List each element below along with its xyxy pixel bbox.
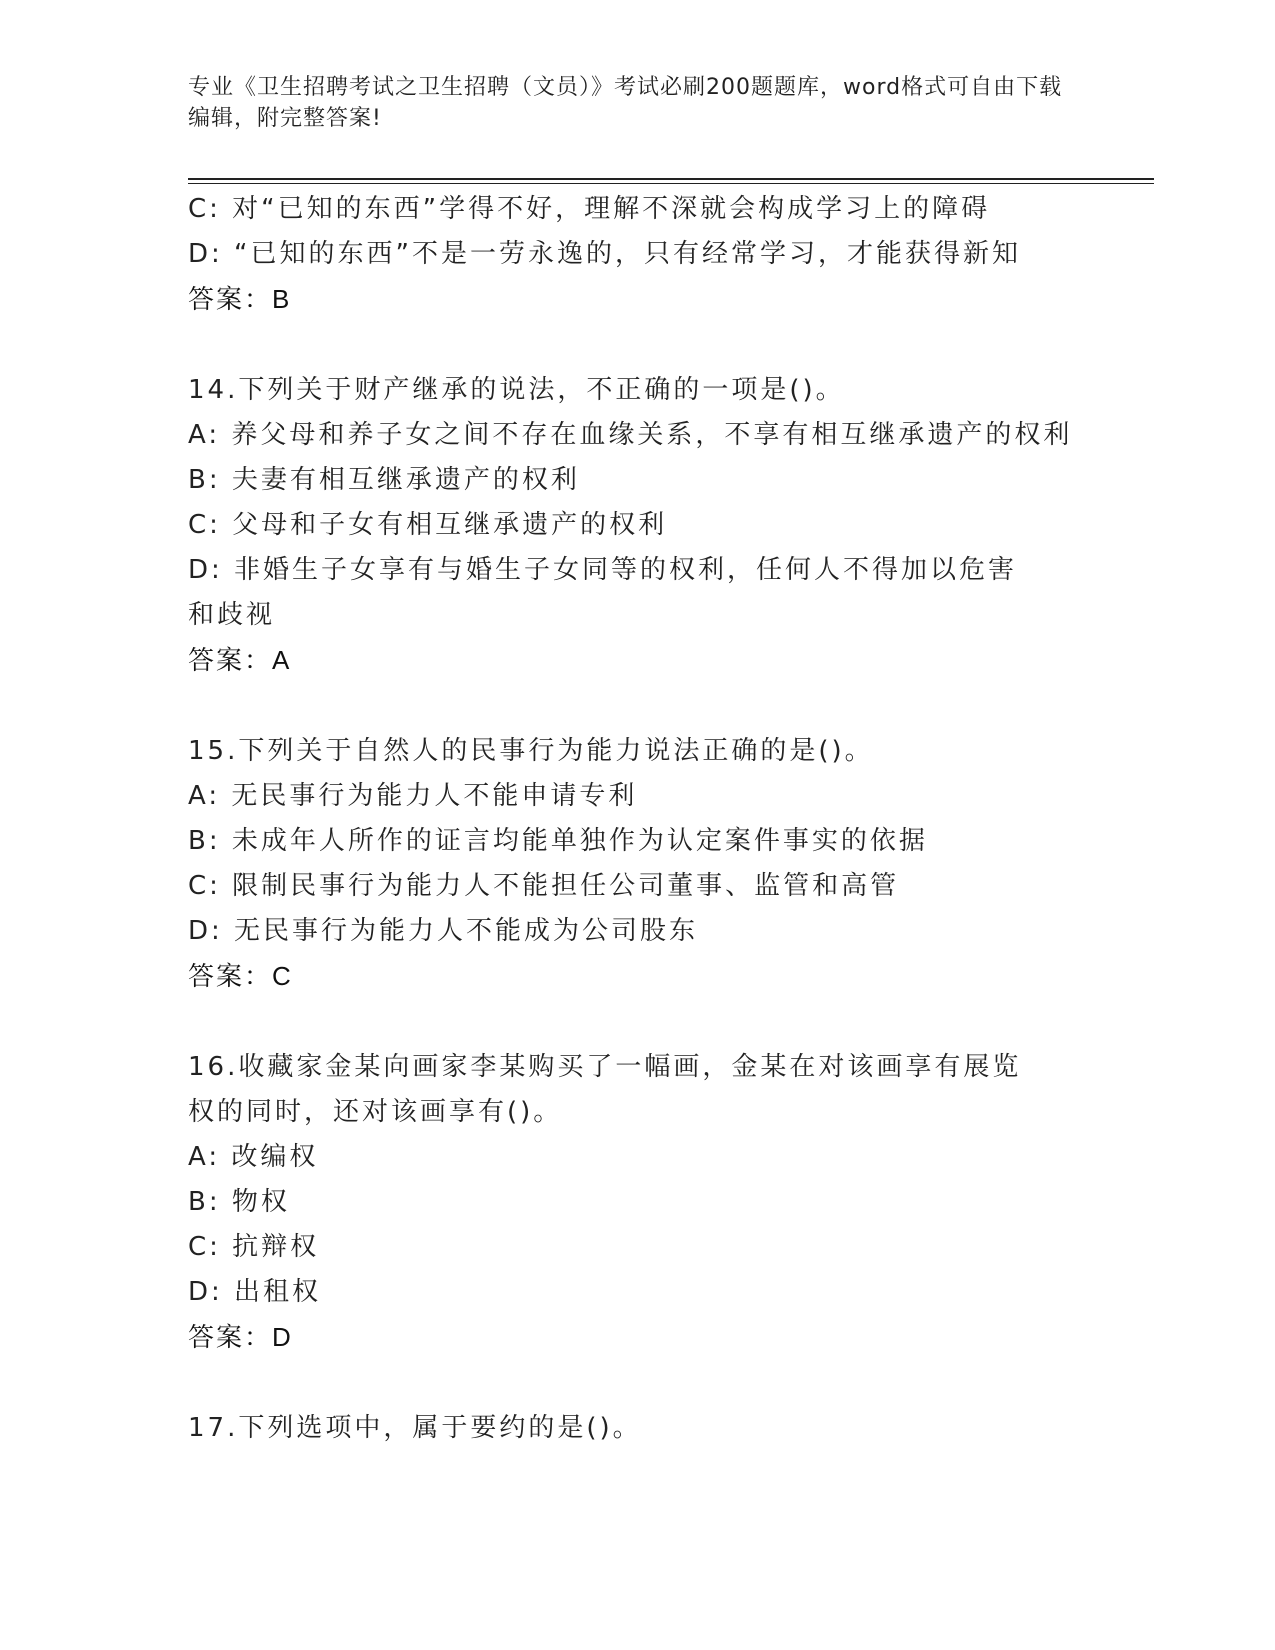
option-b: B: 物权 xyxy=(188,1187,290,1217)
option-b: B: 未成年人所作的证言均能单独作为认定案件事实的依据 xyxy=(188,826,928,856)
option-d: D: “已知的东西”不是一劳永逸的，只有经常学习，才能获得新知 xyxy=(188,239,1021,269)
option-b: B: 夫妻有相互继承遗产的权利 xyxy=(188,465,580,495)
question-stem: 15.下列关于自然人的民事行为能力说法正确的是()。 xyxy=(188,736,874,766)
header-rule-thin xyxy=(188,183,1154,184)
option-a: A: 改编权 xyxy=(188,1142,319,1172)
answer-line: 答案：B xyxy=(188,284,292,314)
spacer xyxy=(188,999,1088,1045)
spacer xyxy=(188,683,1088,729)
question-block-17 xyxy=(188,1406,1088,1451)
spacer xyxy=(188,1360,1088,1406)
option-c: C: 对“已知的东西”学得不好，理解不深就会构成学习上的障碍 xyxy=(188,194,991,224)
document-header: 专业《卫生招聘考试之卫生招聘（文员）》考试必刷200题题库，word格式可自由下载编辑，附完整答案! xyxy=(188,75,1063,131)
option-c: C: 抗辩权 xyxy=(188,1232,320,1262)
header-rule-thick xyxy=(188,178,1154,180)
question-content xyxy=(188,187,1088,1451)
question-stem: 16.收藏家金某向画家李某购买了一幅画，金某在对该画享有展览权的同时，还对该画享有()。 xyxy=(188,1052,1022,1127)
option-c: C: 限制民事行为能力人不能担任公司董事、监管和高管 xyxy=(188,871,900,901)
spacer xyxy=(188,322,1088,368)
option-d: D: 无民事行为能力人不能成为公司股东 xyxy=(188,916,699,946)
answer-line: 答案：A xyxy=(188,645,292,675)
prev-question-block xyxy=(188,187,1088,322)
question-block-15 xyxy=(188,729,1088,999)
question-stem: 17.下列选项中，属于要约的是()。 xyxy=(188,1413,642,1443)
answer-line: 答案：C xyxy=(188,961,293,991)
answer-line: 答案：D xyxy=(188,1322,293,1352)
question-block-16 xyxy=(188,1045,1088,1360)
option-c: C: 父母和子女有相互继承遗产的权利 xyxy=(188,510,668,540)
option-a: A: 无民事行为能力人不能申请专利 xyxy=(188,781,638,811)
question-block-14 xyxy=(188,368,1088,683)
question-stem: 14.下列关于财产继承的说法，不正确的一项是()。 xyxy=(188,375,845,405)
option-d: D: 出租权 xyxy=(188,1277,322,1307)
option-a: A: 养父母和养子女之间不存在血缘关系，不享有相互继承遗产的权利 xyxy=(188,420,1073,450)
option-d: D: 非婚生子女享有与婚生子女同等的权利，任何人不得加以危害和歧视 xyxy=(188,555,1018,630)
